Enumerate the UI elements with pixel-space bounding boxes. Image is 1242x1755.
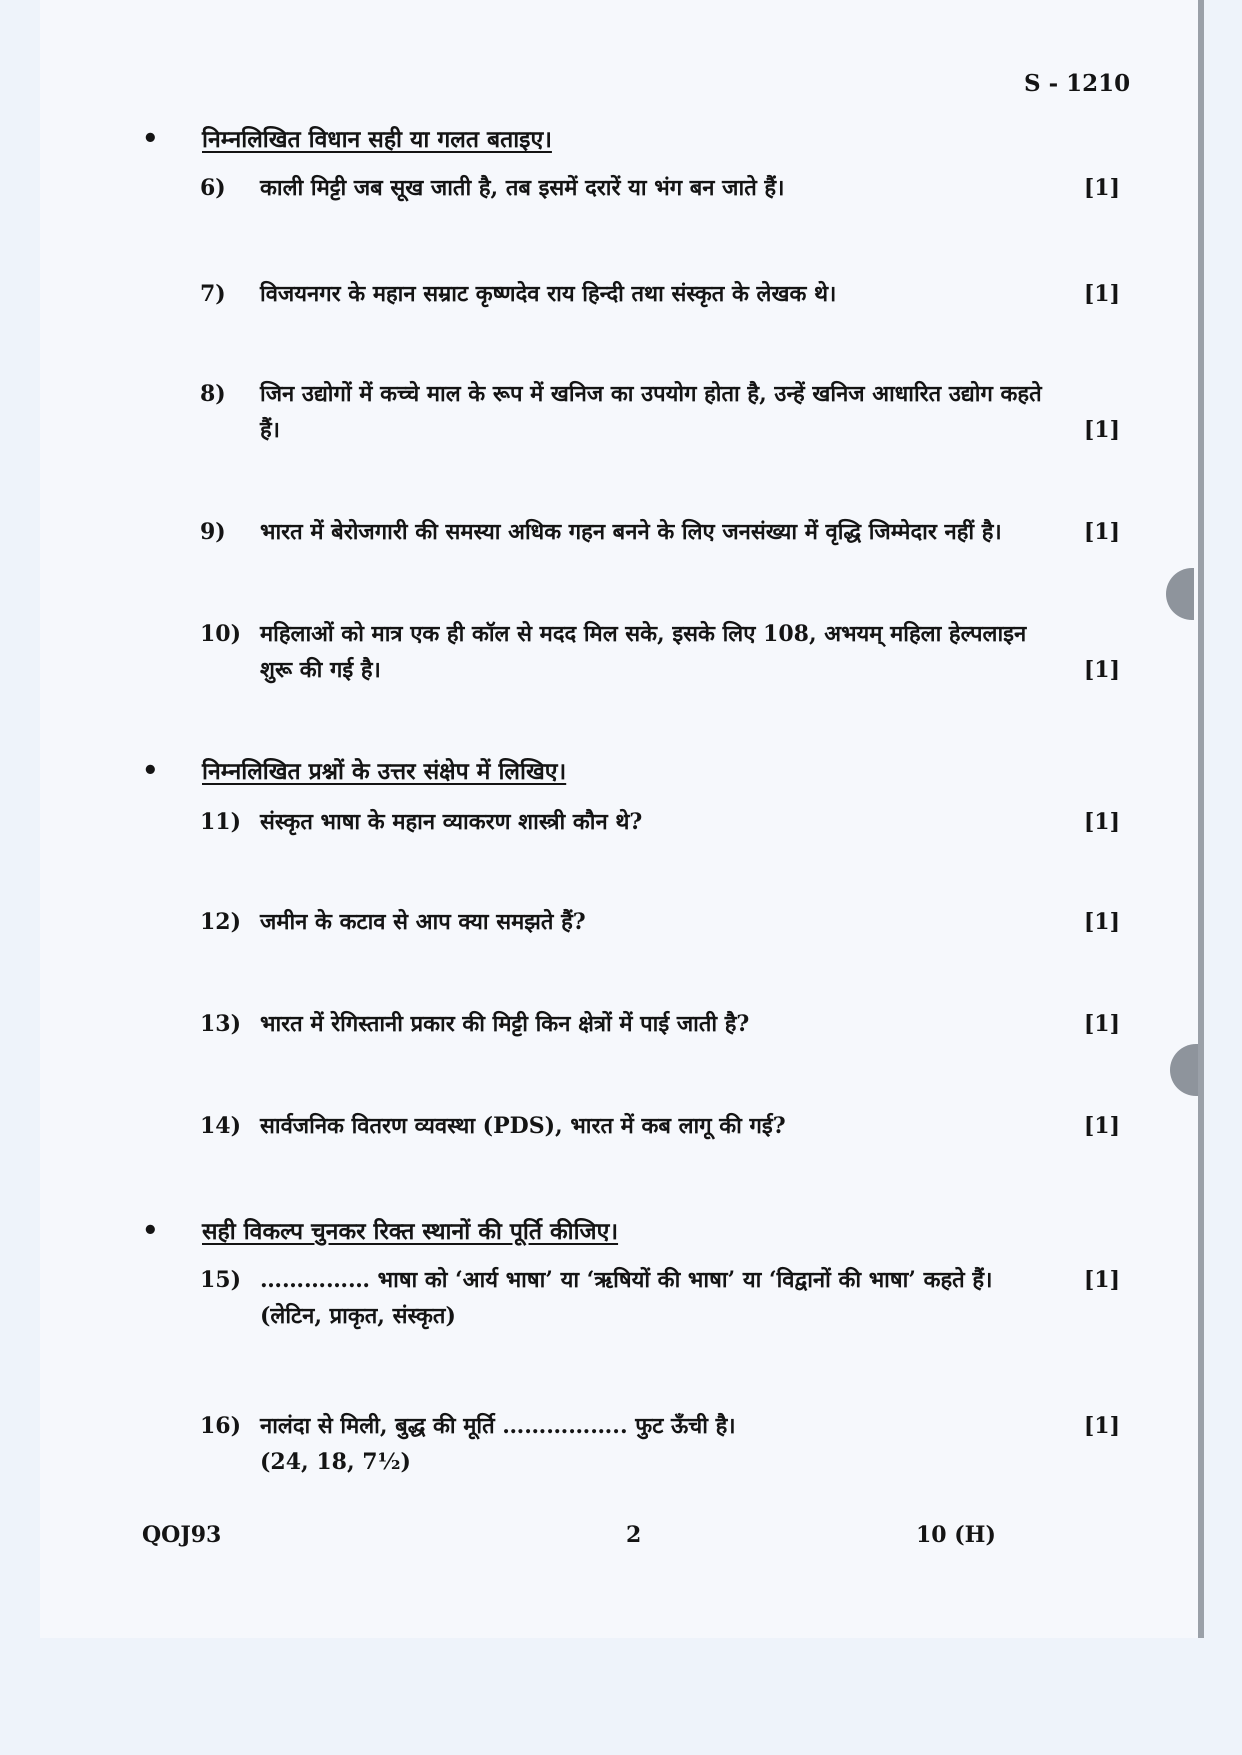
question-text: काली मिट्टी जब सूख जाती है, तब इसमें दरारें या भंग बन जाते हैं। — [260, 175, 785, 201]
answer-options: (लेटिन, प्राकृत, संस्कृत) — [260, 1303, 456, 1329]
question-number: 12) — [200, 909, 242, 935]
question-number: 7) — [200, 281, 226, 307]
question-mark: [1] — [1083, 1011, 1120, 1037]
question-mark: [1] — [1083, 1413, 1120, 1439]
question-6 — [200, 170, 1120, 206]
question-text: …………… भाषा को ‘आर्य भाषा’ या ‘ऋषियों की भाषा’ या ‘विद्वानों की भाषा’ कहते हैं। — [260, 1267, 993, 1293]
question-9 — [200, 514, 1120, 550]
bullet: • — [142, 124, 159, 154]
section-title: सही विकल्प चुनकर रिक्त स्थानों की पूर्ति कीजिए। — [202, 1218, 619, 1245]
bullet: • — [142, 756, 159, 786]
question-mark: [1] — [1083, 909, 1120, 935]
question-text: जिन उद्योगों में कच्चे माल के रूप में खनिज का उपयोग होता है, उन्हें खनिज आधारित उद्योग कहते हैं। — [260, 381, 1042, 443]
section-heading-fill-blanks — [142, 1214, 618, 1246]
question-14 — [200, 1108, 1120, 1144]
answer-options: (24, 18, 7½) — [260, 1449, 411, 1475]
question-text: महिलाओं को मात्र एक ही कॉल से मदद मिल सके, इसके लिए 108, अभयम् महिला हेल्पलाइन शुरू की गई है। — [260, 621, 1027, 683]
question-text: सार्वजनिक वितरण व्यवस्था (PDS), भारत में कब लागू की गई? — [260, 1113, 786, 1139]
question-text: जमीन के कटाव से आप क्या समझते हैं? — [260, 909, 586, 935]
question-mark: [1] — [1083, 175, 1120, 201]
page-number: 2 — [626, 1522, 642, 1548]
section-heading-true-false — [142, 122, 552, 154]
question-text: भारत में रेगिस्तानी प्रकार की मिट्टी किन क्षेत्रों में पाई जाती है? — [260, 1011, 750, 1037]
question-text: संस्कृत भाषा के महान व्याकरण शास्त्री कौन थे? — [260, 809, 643, 835]
question-number: 15) — [200, 1267, 242, 1293]
question-text: नालंदा से मिली, बुद्ध की मूर्ति …………….. फुट ऊँची है। — [260, 1413, 736, 1439]
question-mark: [1] — [1083, 281, 1120, 307]
question-number: 10) — [200, 621, 242, 647]
section-heading-short-answer — [142, 754, 566, 786]
question-number: 6) — [200, 175, 226, 201]
question-mark: [1] — [1083, 657, 1120, 683]
question-10 — [200, 616, 1120, 688]
bullet: • — [142, 1216, 159, 1246]
question-number: 14) — [200, 1113, 242, 1139]
question-16 — [200, 1408, 1120, 1480]
question-12 — [200, 904, 1120, 940]
question-mark: [1] — [1083, 417, 1120, 443]
footer-code: QOJ93 — [142, 1522, 222, 1548]
question-mark: [1] — [1083, 519, 1120, 545]
question-mark: [1] — [1083, 809, 1120, 835]
section-title: निम्नलिखित प्रश्नों के उत्तर संक्षेप में लिखिए। — [202, 758, 567, 785]
question-mark: [1] — [1083, 1113, 1120, 1139]
question-15 — [200, 1262, 1120, 1334]
question-11 — [200, 804, 1120, 840]
question-number: 16) — [200, 1413, 242, 1439]
question-13 — [200, 1006, 1120, 1042]
question-7 — [200, 276, 1120, 312]
question-text: भारत में बेरोजगारी की समस्या अधिक गहन बनने के लिए जनसंख्या में वृद्धि जिम्मेदार नहीं है। — [260, 519, 1002, 545]
page-edge — [1198, 0, 1204, 1638]
question-8 — [200, 376, 1120, 448]
question-number: 11) — [200, 809, 242, 835]
question-text: विजयनगर के महान सम्राट कृष्णदेव राय हिन्दी तथा संस्कृत के लेखक थे। — [260, 281, 837, 307]
question-number: 8) — [200, 381, 226, 407]
question-number: 13) — [200, 1011, 242, 1037]
section-title: निम्नलिखित विधान सही या गलत बताइए। — [202, 126, 552, 153]
question-number: 9) — [200, 519, 226, 545]
paper-code: S - 1210 — [1024, 70, 1131, 97]
question-mark: [1] — [1083, 1267, 1120, 1293]
footer-subject: 10 (H) — [916, 1522, 996, 1548]
